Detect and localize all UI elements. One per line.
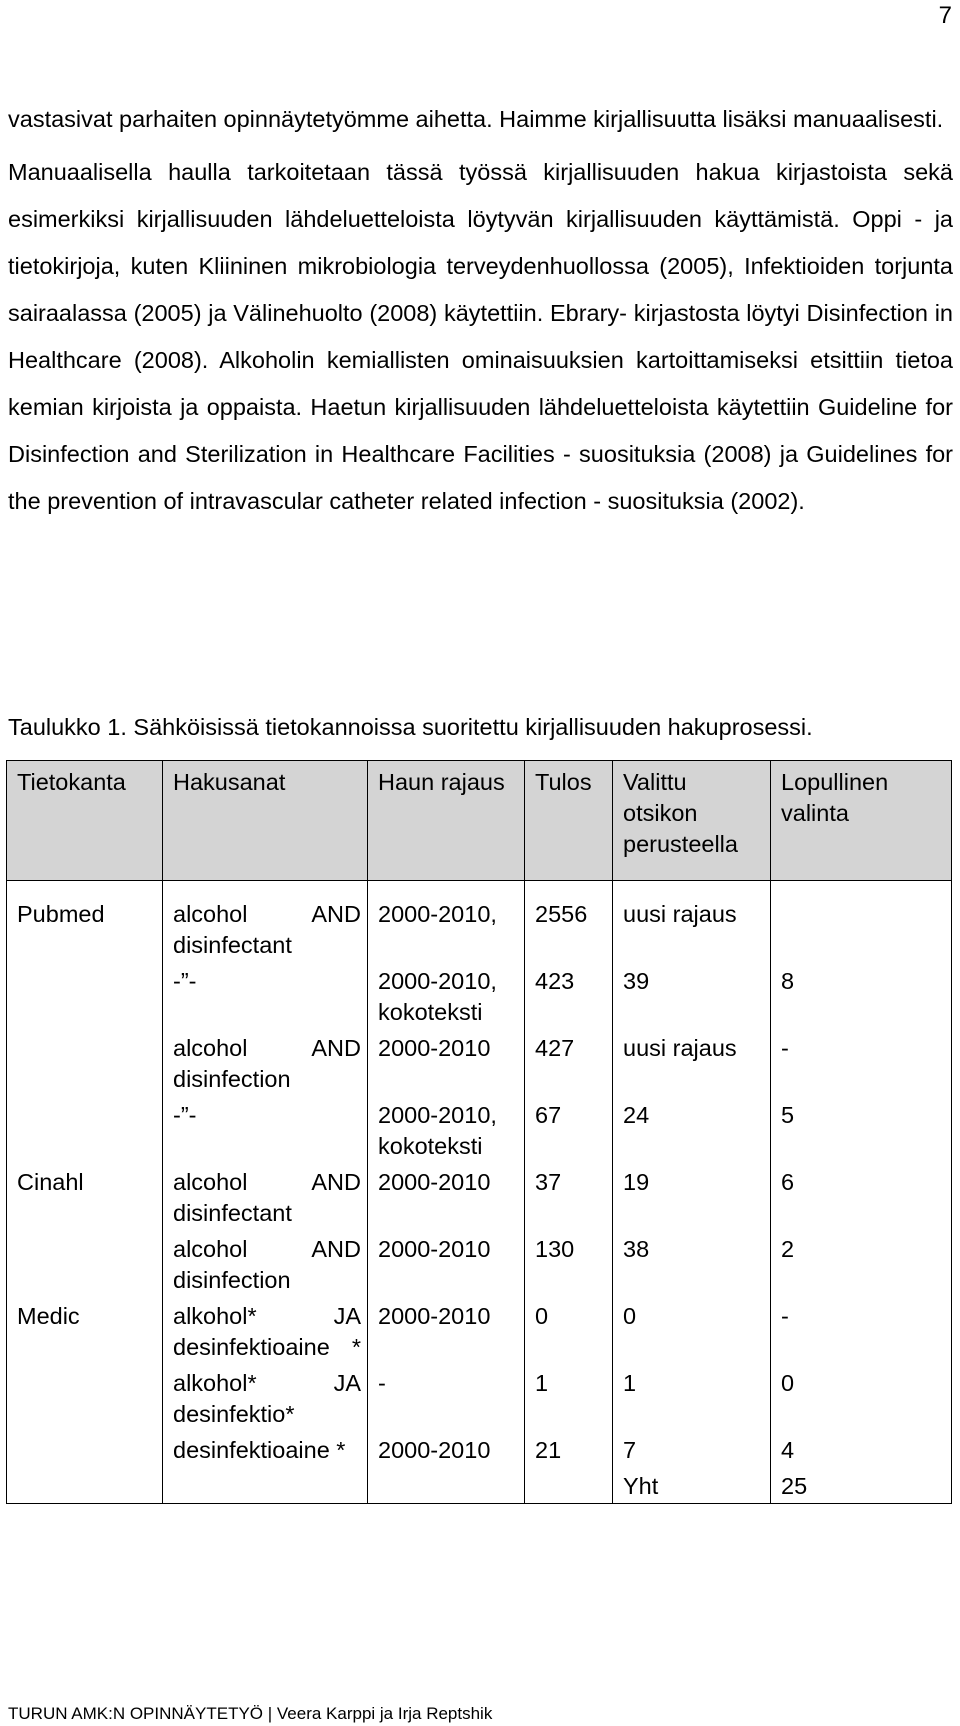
page-number: 7 — [938, 2, 952, 29]
cell-final: - — [771, 1029, 952, 1096]
cell-selected: 0 — [613, 1297, 771, 1364]
cell-limit: 2000-2010, kokoteksti — [368, 962, 525, 1029]
cell-result: 130 — [525, 1230, 613, 1297]
cell-database: Pubmed — [7, 881, 163, 963]
cell-database — [7, 1431, 163, 1467]
cell-limit: - — [368, 1364, 525, 1431]
cell-search-terms: -”- — [163, 1096, 368, 1163]
cell-search-terms: -”- — [163, 962, 368, 1029]
cell-database: Medic — [7, 1297, 163, 1364]
cell-limit: 2000-2010 — [368, 1230, 525, 1297]
cell-final: 4 — [771, 1431, 952, 1467]
total-value: 25 — [771, 1467, 952, 1504]
cell-database — [7, 1230, 163, 1297]
cell-selected: uusi rajaus — [613, 1029, 771, 1096]
cell-final: - — [771, 1297, 952, 1364]
cell-search-terms: desinfektioaine * — [163, 1431, 368, 1467]
cell-limit: 2000-2010, kokoteksti — [368, 1096, 525, 1163]
paragraph: Manuaalisella haulla tarkoitetaan tässä työssä kirjallisuuden hakua kirjastoista sekä esimerkiksi kirjallisuuden lähdeluetteloista löytyvän kirjallisuuden käyttämistä. Oppi - ja tietokirjoja, kuten Kliininen mikrobiologia terveydenhuollossa (2005), Infektioiden torjunta sairaalassa (2005) ja Välinehuolto (2008) käytettiin. Ebrary- kirjastosta löytyi Disinfection in Healthcare (2008). Alkoholin kemiallisten ominaisuuksien kartoittamiseksi etsittiin tietoa kemian kirjoista ja oppaista. Haetun kirjallisuuden lähdeluetteloista käytettiin Guideline for Disinfection and Sterilization in Healthcare Facilities - suosituksia (2008) ja Guidelines for the prevention of intravascular catheter related infection - suosituksia (2002). — [8, 159, 953, 514]
table-row — [7, 1029, 952, 1096]
cell-final: 8 — [771, 962, 952, 1029]
header-tulos: Tulos — [525, 761, 613, 881]
table-row — [7, 1297, 952, 1364]
header-hakusanat: Hakusanat — [163, 761, 368, 881]
cell-selected: uusi rajaus — [613, 881, 771, 963]
cell-search-terms: alcohol AND disinfection — [163, 1230, 368, 1297]
cell-limit — [368, 1467, 525, 1504]
cell-selected: 19 — [613, 1163, 771, 1230]
header-haun-rajaus: Haun rajaus — [368, 761, 525, 881]
table-row — [7, 1364, 952, 1431]
cell-result: 1 — [525, 1364, 613, 1431]
page-footer: TURUN AMK:N OPINNÄYTETYÖ | Veera Karppi ja Irja Reptshik — [8, 1704, 493, 1723]
header-valittu: Valittu otsikon perusteella — [613, 761, 771, 881]
cell-result: 427 — [525, 1029, 613, 1096]
paragraph: vastasivat parhaiten opinnäytetyömme aihetta. Haimme kirjallisuutta lisäksi manuaalisesti. — [8, 106, 944, 132]
cell-final — [771, 881, 952, 963]
cell-selected: 1 — [613, 1364, 771, 1431]
header-tietokanta: Tietokanta — [7, 761, 163, 881]
table-caption: Taulukko 1. Sähköisissä tietokannoissa suoritettu kirjallisuuden hakuprosessi. — [8, 714, 813, 740]
cell-limit: 2000-2010 — [368, 1163, 525, 1230]
cell-result: 21 — [525, 1431, 613, 1467]
cell-limit: 2000-2010, — [368, 881, 525, 963]
table-row — [7, 1230, 952, 1297]
cell-database: Cinahl — [7, 1163, 163, 1230]
cell-limit: 2000-2010 — [368, 1297, 525, 1364]
cell-limit: 2000-2010 — [368, 1029, 525, 1096]
cell-final: 0 — [771, 1364, 952, 1431]
cell-final: 6 — [771, 1163, 952, 1230]
cell-final: 2 — [771, 1230, 952, 1297]
cell-selected: 24 — [613, 1096, 771, 1163]
cell-limit: 2000-2010 — [368, 1431, 525, 1467]
table-row-total — [7, 1467, 952, 1504]
cell-result: 0 — [525, 1297, 613, 1364]
cell-search-terms: alcohol AND disinfectant — [163, 881, 368, 963]
cell-selected: 7 — [613, 1431, 771, 1467]
cell-search-terms: alkohol* JA desinfektio* — [163, 1364, 368, 1431]
cell-database — [7, 1467, 163, 1504]
cell-database — [7, 1096, 163, 1163]
table-row — [7, 962, 952, 1029]
table-header-row — [7, 761, 952, 881]
table-row — [7, 1163, 952, 1230]
cell-result: 423 — [525, 962, 613, 1029]
cell-result: 67 — [525, 1096, 613, 1163]
cell-final: 5 — [771, 1096, 952, 1163]
total-label: Yht — [613, 1467, 771, 1504]
search-results-table — [6, 760, 952, 1504]
cell-database — [7, 962, 163, 1029]
header-lopullinen: Lopullinen valinta — [771, 761, 952, 881]
table-row — [7, 881, 952, 963]
cell-result: 37 — [525, 1163, 613, 1230]
cell-result: 2556 — [525, 881, 613, 963]
cell-search-terms: alcohol AND disinfection — [163, 1029, 368, 1096]
body-text — [8, 96, 953, 531]
cell-result — [525, 1467, 613, 1504]
cell-database — [7, 1364, 163, 1431]
cell-selected: 38 — [613, 1230, 771, 1297]
table-row — [7, 1431, 952, 1467]
table-row — [7, 1096, 952, 1163]
cell-search-terms: alkohol* JA desinfektioaine * — [163, 1297, 368, 1364]
cell-selected: 39 — [613, 962, 771, 1029]
cell-search-terms: alcohol AND disinfectant — [163, 1163, 368, 1230]
cell-database — [7, 1029, 163, 1096]
cell-search-terms — [163, 1467, 368, 1504]
